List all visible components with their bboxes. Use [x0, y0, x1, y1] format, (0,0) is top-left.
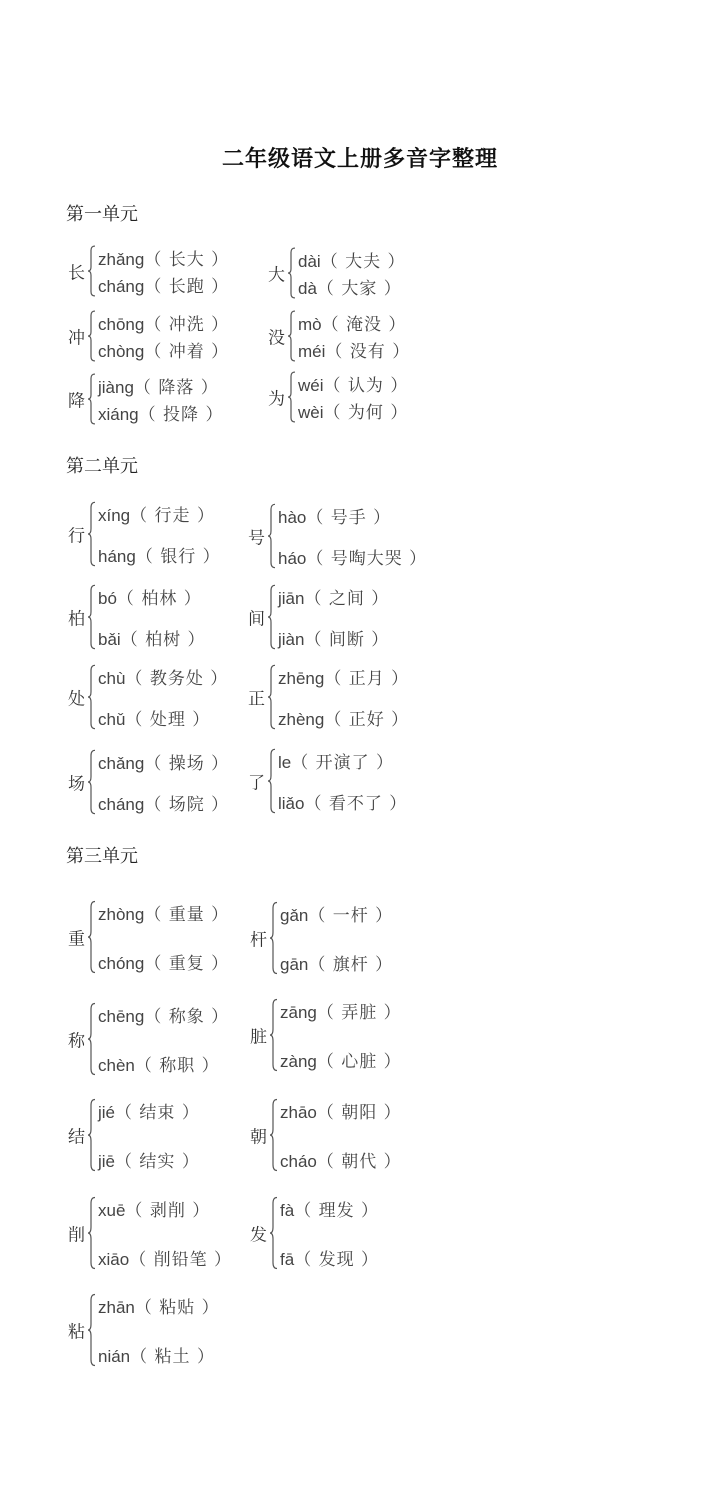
- reading-row-1: [298, 371, 408, 396]
- reading-row-1: [278, 664, 409, 689]
- polyphone-char: 处: [68, 689, 85, 710]
- pinyin: zhān: [98, 1298, 135, 1317]
- polyphone-char: 场: [68, 774, 85, 795]
- reading-row-1: [98, 1098, 200, 1123]
- reading-row-2: [98, 272, 229, 297]
- reading-row-1: [98, 664, 228, 689]
- pinyin: xíng: [98, 506, 131, 525]
- example-word: （ 操场 ）: [144, 754, 230, 774]
- polyphone-char: 间: [248, 609, 265, 630]
- polyphone-char: 大: [268, 265, 285, 286]
- brace-icon: [88, 501, 96, 567]
- reading-row-1: [98, 310, 229, 335]
- brace-icon: [88, 584, 96, 650]
- reading-row-1: [280, 998, 402, 1023]
- reading-row-1: [98, 584, 202, 609]
- polyphone-char: 正: [248, 689, 265, 710]
- reading-row-1: [280, 1196, 379, 1221]
- reading-row-2: [298, 337, 410, 362]
- brace-icon: [88, 664, 96, 730]
- reading-row-1: [98, 373, 219, 398]
- example-word: （ 一杆 ）: [308, 906, 394, 926]
- pinyin: chòng: [98, 342, 145, 361]
- brace-icon: [268, 664, 276, 730]
- example-word: （ 银行 ）: [135, 547, 221, 567]
- example-word: （ 粘贴 ）: [134, 1298, 220, 1318]
- brace-icon: [88, 1002, 96, 1076]
- example-word: （ 处理 ）: [125, 710, 211, 730]
- example-word: （ 长跑 ）: [144, 277, 230, 297]
- example-word: （ 教务处 ）: [125, 669, 229, 689]
- example-word: （ 降落 ）: [133, 378, 219, 398]
- example-word: （ 投降 ）: [138, 405, 224, 425]
- example-word: （ 结实 ）: [115, 1152, 200, 1172]
- pinyin: bǎi: [98, 630, 121, 649]
- unit-heading-1: 第一单元: [66, 204, 138, 225]
- example-word: （ 号手 ）: [306, 508, 392, 528]
- polyphone-char: 冲: [68, 328, 85, 349]
- pinyin: chēng: [98, 1007, 145, 1026]
- example-word: （ 之间 ）: [304, 589, 390, 609]
- example-word: （ 间断 ）: [304, 630, 390, 650]
- reading-row-2: [98, 400, 223, 425]
- reading-row-2: [280, 1245, 379, 1270]
- reading-row-2: [98, 625, 206, 650]
- example-word: （ 长大 ）: [144, 250, 230, 270]
- polyphone-char: 称: [68, 1031, 85, 1052]
- unit-heading-3: 第三单元: [66, 846, 138, 867]
- example-word: （ 场院 ）: [144, 795, 230, 815]
- pinyin: jié: [98, 1103, 116, 1122]
- example-word: （ 旗杆 ）: [308, 955, 394, 975]
- example-word: （ 理发 ）: [294, 1201, 379, 1221]
- pinyin: zhāo: [280, 1103, 317, 1122]
- polyphone-char: 发: [250, 1225, 267, 1246]
- example-word: （ 粘土 ）: [130, 1347, 215, 1367]
- pinyin: xiāo: [98, 1250, 130, 1269]
- example-word: （ 为何 ）: [323, 403, 409, 423]
- pinyin: dài: [298, 252, 321, 271]
- polyphone-char: 长: [68, 263, 85, 284]
- brace-icon: [268, 748, 276, 814]
- pinyin: chǔ: [98, 710, 126, 729]
- pinyin: nián: [98, 1347, 131, 1366]
- pinyin: liǎo: [278, 794, 305, 813]
- pinyin: zhǎng: [98, 250, 145, 269]
- reading-row-2: [298, 398, 408, 423]
- reading-row-2: [98, 542, 221, 567]
- reading-row-2: [280, 950, 393, 975]
- reading-row-1: [98, 501, 215, 526]
- pinyin: chù: [98, 669, 126, 688]
- brace-icon: [288, 310, 296, 362]
- polyphone-char: 杆: [250, 930, 267, 951]
- reading-row-2: [278, 625, 389, 650]
- reading-row-1: [98, 245, 229, 270]
- pinyin: fā: [280, 1250, 295, 1269]
- brace-icon: [88, 1196, 96, 1270]
- reading-row-1: [98, 900, 229, 925]
- polyphone-char: 脏: [250, 1027, 267, 1048]
- reading-row-2: [98, 1147, 200, 1172]
- pinyin: háo: [278, 549, 307, 568]
- pinyin: cháng: [98, 795, 145, 814]
- example-word: （ 削铅笔 ）: [129, 1250, 232, 1270]
- pinyin: dà: [298, 279, 317, 298]
- pinyin: chōng: [98, 315, 145, 334]
- pinyin: mò: [298, 315, 322, 334]
- example-word: （ 弄脏 ）: [316, 1003, 402, 1023]
- pinyin: jiàng: [98, 378, 134, 397]
- example-word: （ 冲洗 ）: [144, 315, 230, 335]
- brace-icon: [268, 584, 276, 650]
- pinyin: chǎng: [98, 754, 145, 773]
- reading-row-1: [98, 1293, 220, 1318]
- pinyin: wèi: [298, 403, 324, 422]
- reading-row-1: [280, 1098, 402, 1123]
- reading-row-2: [98, 790, 229, 815]
- brace-icon: [88, 1293, 96, 1367]
- example-word: （ 冲着 ）: [144, 342, 230, 362]
- polyphone-char: 了: [248, 773, 265, 794]
- polyphone-char: 没: [268, 328, 285, 349]
- reading-row-1: [298, 247, 406, 272]
- reading-row-2: [98, 337, 229, 362]
- pinyin: zàng: [280, 1052, 317, 1071]
- example-word: （ 大夫 ）: [320, 252, 406, 272]
- reading-row-2: [278, 544, 427, 569]
- polyphone-char: 结: [68, 1127, 85, 1148]
- reading-row-1: [98, 1196, 210, 1221]
- example-word: （ 柏树 ）: [120, 630, 206, 650]
- example-word: （ 看不了 ）: [304, 794, 408, 814]
- pinyin: le: [278, 753, 292, 772]
- example-word: （ 正好 ）: [324, 710, 410, 730]
- example-word: （ 正月 ）: [324, 669, 410, 689]
- pinyin: zhòng: [98, 905, 145, 924]
- page-title: 二年级语文上册多音字整理: [221, 147, 498, 172]
- pinyin: zāng: [280, 1003, 317, 1022]
- brace-icon: [88, 310, 96, 362]
- polyphone-char: 降: [68, 391, 85, 412]
- brace-icon: [88, 900, 96, 974]
- pinyin: gǎn: [280, 906, 309, 925]
- brace-icon: [88, 245, 96, 297]
- reading-row-1: [278, 748, 394, 773]
- brace-icon: [268, 503, 276, 569]
- pinyin: wéi: [298, 376, 324, 395]
- reading-row-2: [98, 1342, 215, 1367]
- brace-icon: [270, 901, 278, 975]
- reading-row-1: [98, 1002, 229, 1027]
- example-word: （ 重复 ）: [144, 954, 230, 974]
- example-word: （ 朝阳 ）: [316, 1103, 402, 1123]
- brace-icon: [270, 998, 278, 1072]
- unit-heading-2: 第二单元: [66, 456, 138, 477]
- pinyin: hào: [278, 508, 307, 527]
- reading-row-1: [98, 749, 229, 774]
- reading-row-2: [278, 705, 409, 730]
- example-word: （ 柏林 ）: [116, 589, 202, 609]
- pinyin: xuē: [98, 1201, 126, 1220]
- example-word: （ 发现 ）: [294, 1250, 379, 1270]
- polyphone-char: 削: [68, 1225, 85, 1246]
- example-word: （ 结束 ）: [115, 1103, 200, 1123]
- pinyin: háng: [98, 547, 136, 566]
- pinyin: gān: [280, 955, 309, 974]
- polyphone-char: 行: [68, 526, 85, 547]
- example-word: （ 剥削 ）: [125, 1201, 211, 1221]
- pinyin: chèn: [98, 1056, 135, 1075]
- reading-row-1: [278, 503, 391, 528]
- pinyin: cháng: [98, 277, 145, 296]
- example-word: （ 心脏 ）: [316, 1052, 402, 1072]
- pinyin: bó: [98, 589, 117, 608]
- pinyin: jiē: [98, 1152, 116, 1171]
- example-word: （ 大家 ）: [316, 279, 402, 299]
- example-word: （ 行走 ）: [130, 506, 215, 526]
- example-word: （ 号啕大哭 ）: [306, 549, 428, 569]
- brace-icon: [88, 373, 96, 425]
- reading-row-1: [280, 901, 393, 926]
- pinyin: jiàn: [278, 630, 305, 649]
- reading-row-2: [98, 1245, 232, 1270]
- polyphone-char: 朝: [250, 1127, 267, 1148]
- pinyin: fà: [280, 1201, 295, 1220]
- example-word: （ 称象 ）: [144, 1007, 230, 1027]
- example-word: （ 称职 ）: [134, 1056, 220, 1076]
- reading-row-2: [280, 1047, 402, 1072]
- polyphone-char: 重: [68, 929, 85, 950]
- brace-icon: [288, 371, 296, 423]
- reading-row-2: [98, 705, 210, 730]
- example-word: （ 重量 ）: [144, 905, 230, 925]
- pinyin: jiān: [278, 589, 305, 608]
- polyphone-char: 为: [268, 389, 285, 410]
- reading-row-2: [98, 1051, 220, 1076]
- brace-icon: [88, 749, 96, 815]
- example-word: （ 没有 ）: [325, 342, 411, 362]
- brace-icon: [270, 1196, 278, 1270]
- brace-icon: [288, 247, 296, 299]
- example-word: （ 淹没 ）: [321, 315, 407, 335]
- reading-row-1: [278, 584, 389, 609]
- pinyin: zhèng: [278, 710, 325, 729]
- pinyin: xiáng: [98, 405, 139, 424]
- reading-row-2: [280, 1147, 402, 1172]
- pinyin: zhēng: [278, 669, 325, 688]
- example-word: （ 认为 ）: [323, 376, 409, 396]
- reading-row-2: [98, 949, 229, 974]
- polyphone-char: 粘: [68, 1322, 85, 1343]
- brace-icon: [88, 1098, 96, 1172]
- reading-row-2: [298, 274, 402, 299]
- reading-row-1: [298, 310, 406, 335]
- pinyin: cháo: [280, 1152, 317, 1171]
- reading-row-2: [278, 789, 407, 814]
- brace-icon: [270, 1098, 278, 1172]
- polyphone-char: 号: [248, 528, 265, 549]
- example-word: （ 开演了 ）: [291, 753, 395, 773]
- pinyin: chóng: [98, 954, 145, 973]
- pinyin: méi: [298, 342, 326, 361]
- example-word: （ 朝代 ）: [316, 1152, 402, 1172]
- polyphone-char: 柏: [68, 609, 85, 630]
